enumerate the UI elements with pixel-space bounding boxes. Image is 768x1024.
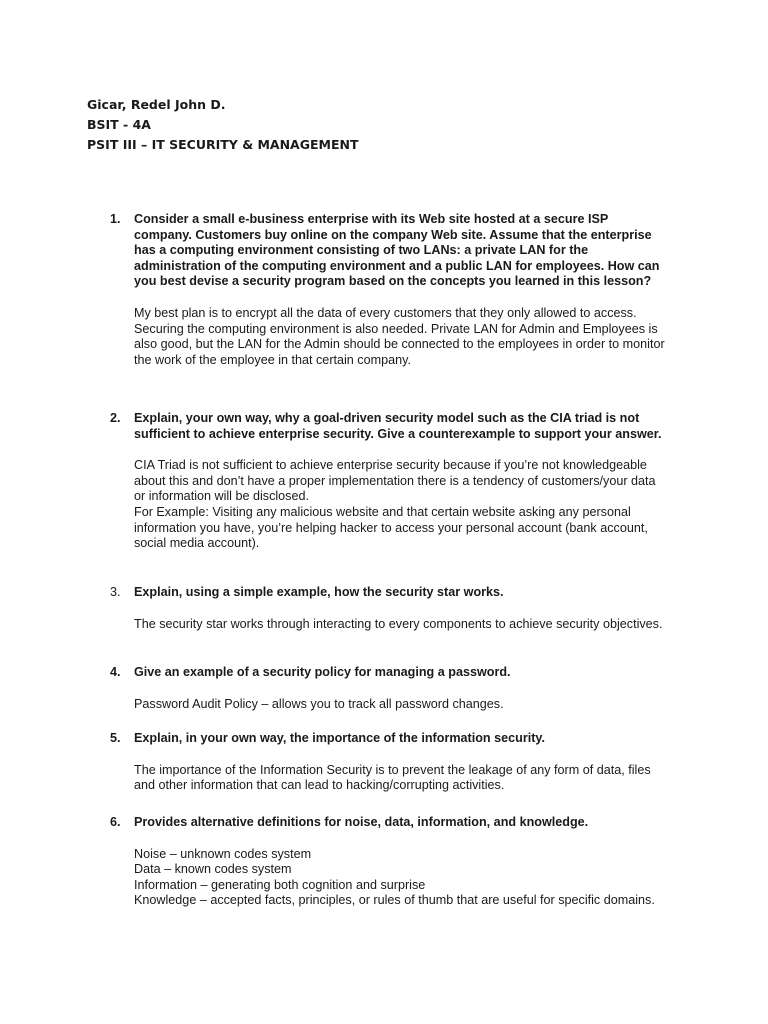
question-text: Explain, your own way, why a goal-driven security model such as the CIA triad is not sufficient to achieve enterprise security. Give a counterexample to support your answer. <box>134 411 662 441</box>
answer-paragraph: The security star works through interacting to every components to achieve security objectives. <box>134 616 663 631</box>
answer-text <box>134 697 666 713</box>
question-number: 1. <box>110 212 121 226</box>
answer-paragraph: For Example: Visiting any malicious website and that certain website asking any personal information you have, you’re helping hacker to access your personal account (bank account, social media account). <box>134 504 648 551</box>
answer-paragraph: The importance of the Information Security is to prevent the leakage of any form of data, files and other information that can lead to hacking/corrupting activities. <box>134 762 651 793</box>
definition-noise: Noise – unknown codes system <box>134 846 312 861</box>
question-item-2 <box>110 411 666 585</box>
answer-paragraph: Password Audit Policy – allows you to track all password changes. <box>134 696 504 711</box>
student-header <box>87 95 358 155</box>
answer-text <box>134 306 666 368</box>
answer-text <box>134 617 666 633</box>
question-item-5 <box>110 731 666 803</box>
answer-paragraph: My best plan is to encrypt all the data of every customers that they only allowed to access. Securing the computing environment is also needed. Private LAN for Admin and Employees is also good, but the LAN for the Admin should be connected to the employees in order to monitor the work of the employee in that certain company. <box>134 305 665 367</box>
question-text: Explain, using a simple example, how the security star works. <box>134 585 504 599</box>
student-section: BSIT - 4A <box>87 117 151 132</box>
question-item-4 <box>110 665 666 721</box>
student-name: Gicar, Redel John D. <box>87 97 226 112</box>
question-number: 6. <box>110 815 121 829</box>
question-item-3 <box>110 585 666 657</box>
definition-knowledge: Knowledge – accepted facts, principles, or rules of thumb that are useful for specific domains. <box>134 893 655 908</box>
question-text: Give an example of a security policy for managing a password. <box>134 665 511 679</box>
definition-information: Information – generating both cognition and surprise <box>134 877 426 892</box>
answer-text <box>134 458 666 552</box>
answer-paragraph: CIA Triad is not sufficient to achieve enterprise security because if you’re not knowledgeable about this and don’t have a proper implementation there is a tendency of customers/your data or information will be disclosed. <box>134 458 656 504</box>
question-item-1 <box>110 212 666 399</box>
question-number: 5. <box>110 731 121 745</box>
answer-text <box>134 763 666 794</box>
question-text: Consider a small e-business enterprise with its Web site hosted at a secure ISP company. Customers buy online on the company Web site. Assume that the enterprise has a computing environment consisting of two LANs: a private LAN for the administration of the computing environment and a public LAN for employees. How can you best devise a security program based on the concepts you learned in this lesson? <box>134 212 660 289</box>
answer-text <box>134 847 666 909</box>
question-text: Explain, in your own way, the importance of the information security. <box>134 731 545 745</box>
definition-data: Data – known codes system <box>134 862 292 877</box>
question-number: 4. <box>110 665 121 679</box>
course-title: PSIT III – IT SECURITY & MANAGEMENT <box>87 137 359 152</box>
question-list <box>110 212 666 909</box>
question-number: 3. <box>110 585 121 599</box>
question-item-6 <box>110 815 666 909</box>
question-number: 2. <box>110 411 121 425</box>
question-text: Provides alternative definitions for noise, data, information, and knowledge. <box>134 815 589 829</box>
